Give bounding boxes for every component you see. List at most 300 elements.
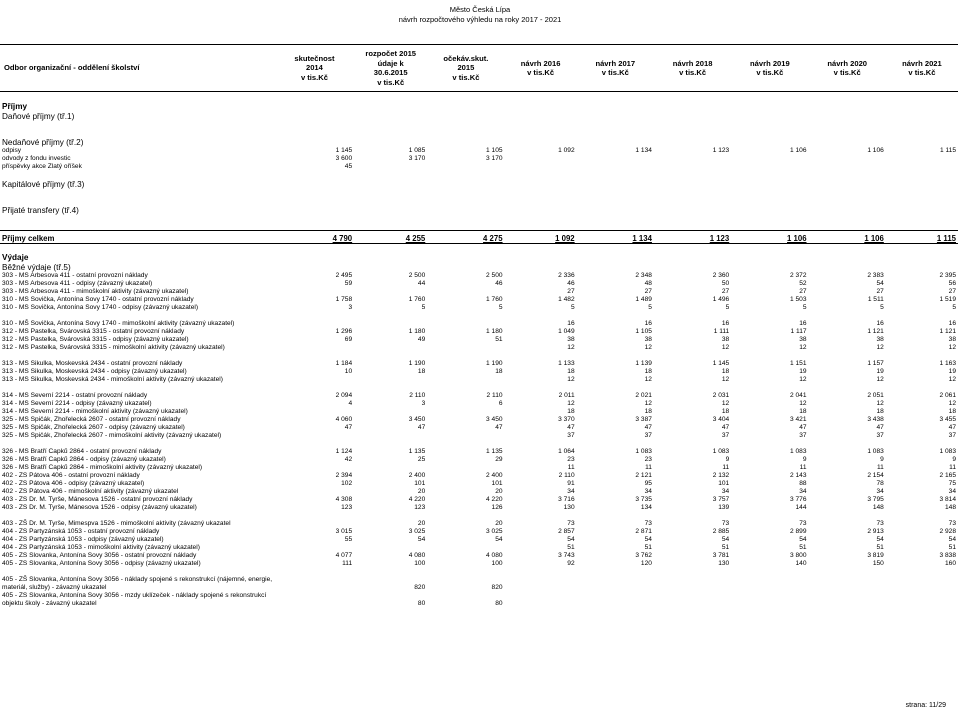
value-cell <box>505 592 577 608</box>
value-cell <box>427 262 504 272</box>
value-cell: 2 143 <box>790 471 807 479</box>
row-label <box>0 189 275 197</box>
table-row <box>0 464 958 472</box>
value-cell <box>731 155 808 163</box>
value-cell <box>275 92 354 100</box>
value-cell <box>427 440 504 448</box>
row-label <box>0 384 275 392</box>
row-label: 326 - MŠ Bratří Čapků 2864 - mimoškolní aktivity (závazný ukazatel) <box>2 463 203 471</box>
value-cell <box>427 121 504 129</box>
value-cell <box>275 344 354 352</box>
value-cell <box>809 163 886 171</box>
value-cell: 12 <box>644 343 652 351</box>
value-cell: 2 110 <box>486 391 503 399</box>
value-cell <box>275 488 354 496</box>
value-cell: 9 <box>952 455 956 463</box>
table-row <box>0 408 958 416</box>
value-cell <box>809 137 886 147</box>
value-cell <box>505 100 577 111</box>
value-cell <box>505 111 577 121</box>
value-cell <box>577 205 654 215</box>
section-row <box>0 100 958 111</box>
value-cell: 1 511 <box>867 295 884 303</box>
spacer-row <box>0 171 958 179</box>
value-cell <box>886 215 958 223</box>
value-cell: 5 <box>880 303 884 311</box>
value-cell <box>577 179 654 189</box>
value-cell: 54 <box>567 535 575 543</box>
value-cell: 2 031 <box>712 391 730 399</box>
value-cell: 54 <box>876 279 884 287</box>
value-cell <box>577 592 654 608</box>
value-cell: 2 051 <box>867 391 884 399</box>
value-cell: 12 <box>721 399 730 407</box>
value-cell <box>577 111 654 121</box>
value-cell: 18 <box>721 407 730 415</box>
value-cell: 3 387 <box>635 415 652 423</box>
value-cell: 34 <box>721 487 730 495</box>
table-row <box>0 272 958 280</box>
value-cell: 2 021 <box>635 391 652 399</box>
value-cell: 1 296 <box>335 327 353 335</box>
value-cell: 88 <box>799 479 807 487</box>
value-cell <box>275 252 354 262</box>
value-cell: 820 <box>491 583 503 591</box>
value-cell <box>427 464 504 472</box>
value-cell: 51 <box>948 543 956 551</box>
value-cell <box>809 352 886 360</box>
value-cell <box>427 163 504 171</box>
value-cell <box>731 137 808 147</box>
value-cell: 1 124 <box>335 447 353 455</box>
value-cell: 1 106 <box>867 146 884 154</box>
row-label: 325 - MŠ Špičák, Zhořelecká 2607 - mimoškolní aktivity (závazný ukazatel) <box>2 431 222 439</box>
spacer-row <box>0 215 958 223</box>
value-cell: 126 <box>491 503 503 511</box>
value-cell <box>809 155 886 163</box>
value-cell: 144 <box>795 503 807 511</box>
column-header: návrh 2016 v tis.Kč <box>505 45 577 92</box>
value-cell: 51 <box>799 543 807 551</box>
row-label: Přijaté transfery (tř.4) <box>2 205 79 215</box>
value-cell <box>731 163 808 171</box>
value-cell <box>275 197 354 205</box>
value-cell <box>505 205 577 215</box>
section-row <box>0 252 958 262</box>
value-cell: 1 115 <box>886 231 958 244</box>
value-cell <box>275 121 354 129</box>
value-cell <box>654 197 731 205</box>
value-cell <box>886 137 958 147</box>
spacer-row <box>0 189 958 197</box>
value-cell <box>354 544 427 552</box>
value-cell: 3 170 <box>408 154 426 162</box>
value-cell: 38 <box>876 335 884 343</box>
table-row <box>0 536 958 544</box>
value-cell: 2 400 <box>486 471 503 479</box>
value-cell: 20 <box>495 519 503 527</box>
value-cell: 12 <box>644 399 652 407</box>
value-cell: 2 121 <box>635 471 652 479</box>
value-cell: 1 085 <box>408 146 426 154</box>
value-cell: 18 <box>799 407 807 415</box>
value-cell: 11 <box>949 463 956 471</box>
value-cell: 9 <box>725 455 730 463</box>
value-cell: 47 <box>495 423 503 431</box>
spacer-row <box>0 92 958 100</box>
value-cell <box>577 352 654 360</box>
value-cell: 3 025 <box>408 527 426 535</box>
value-cell: 1 106 <box>731 231 808 244</box>
value-cell: 3 015 <box>335 527 353 535</box>
value-cell: 2 372 <box>790 271 807 279</box>
value-cell <box>886 440 958 448</box>
row-label <box>0 92 275 100</box>
value-cell: 1 083 <box>790 447 807 455</box>
value-cell: 3 735 <box>635 495 652 503</box>
value-cell: 47 <box>876 423 884 431</box>
value-cell: 12 <box>567 343 575 351</box>
value-cell: 1 083 <box>867 447 884 455</box>
value-cell: 38 <box>721 335 730 343</box>
value-cell <box>577 163 654 171</box>
value-cell: 95 <box>644 479 652 487</box>
row-label: 314 - MŠ Severní 2214 - mimoškolní aktivity (závazný ukazatel) <box>2 407 188 415</box>
value-cell <box>809 111 886 121</box>
value-cell: 1 180 <box>408 327 426 335</box>
value-cell <box>886 262 958 272</box>
value-cell: 3 450 <box>408 415 426 423</box>
row-label <box>0 223 275 231</box>
value-cell: 92 <box>567 559 575 567</box>
value-cell <box>275 592 354 608</box>
section-row <box>0 137 958 147</box>
value-cell <box>654 384 731 392</box>
value-cell: 12 <box>799 399 807 407</box>
table-row <box>0 400 958 408</box>
value-cell: 19 <box>948 367 956 375</box>
value-cell <box>809 129 886 137</box>
value-cell: 1 105 <box>486 146 503 154</box>
row-label: Daňové příjmy (tř.1) <box>2 111 75 121</box>
value-cell <box>809 92 886 100</box>
table-row <box>0 376 958 384</box>
table-row <box>0 304 958 312</box>
value-cell <box>731 223 808 231</box>
value-cell: 123 <box>341 503 353 511</box>
value-cell: 16 <box>948 319 956 327</box>
value-cell: 1 519 <box>939 295 956 303</box>
table-row <box>0 280 958 288</box>
value-cell <box>427 215 504 223</box>
value-cell: 2 383 <box>867 271 884 279</box>
value-cell <box>354 121 427 129</box>
value-cell <box>427 137 504 147</box>
value-cell: 54 <box>495 535 503 543</box>
value-cell: 2 348 <box>635 271 652 279</box>
value-cell: 78 <box>876 479 884 487</box>
value-cell <box>505 197 577 205</box>
table-body <box>0 92 958 608</box>
value-cell <box>275 215 354 223</box>
value-cell: 54 <box>948 535 956 543</box>
row-label: 313 - MŠ Šikulka, Moskevská 2434 - mimoškolní aktivity (závazný ukazatel) <box>2 375 223 383</box>
value-cell: 27 <box>948 287 956 295</box>
value-cell: 37 <box>948 431 956 439</box>
value-cell <box>427 252 504 262</box>
value-cell <box>886 111 958 121</box>
value-cell: 1 758 <box>335 295 353 303</box>
value-cell: 3 600 <box>335 154 353 162</box>
row-label: 403 - ZŠ Dr. M. Tyrše, Mánesova 1526 - ostatní provozní náklady <box>2 495 193 503</box>
value-cell: 11 <box>722 463 730 471</box>
value-cell: 18 <box>417 367 426 375</box>
value-cell <box>731 129 808 137</box>
value-cell <box>505 262 577 272</box>
value-cell: 3 781 <box>712 551 730 559</box>
value-cell: 5 <box>952 303 956 311</box>
value-cell: 102 <box>341 479 353 487</box>
value-cell <box>731 121 808 129</box>
value-cell: 27 <box>567 287 575 295</box>
row-label <box>0 129 275 137</box>
value-cell <box>427 244 504 252</box>
value-cell: 1 134 <box>577 231 654 244</box>
row-label: 314 - MŠ Severní 2214 - odpisy (závazný ukazatel) <box>2 399 152 407</box>
value-cell: 130 <box>718 559 730 567</box>
value-cell: 9 <box>880 455 884 463</box>
spacer-row <box>0 197 958 205</box>
value-cell <box>809 100 886 111</box>
value-cell: 54 <box>799 535 807 543</box>
value-cell: 18 <box>567 407 575 415</box>
value-cell: 1 184 <box>335 359 353 367</box>
value-cell: 2 154 <box>867 471 884 479</box>
value-cell <box>427 92 504 100</box>
table-row <box>0 592 958 608</box>
column-header: rozpočet 2015 údaje k 30.6.2015 v tis.Kč <box>354 45 427 92</box>
value-cell <box>354 189 427 197</box>
value-cell: 1 482 <box>558 295 575 303</box>
value-cell: 4 275 <box>427 231 504 244</box>
value-cell <box>275 288 354 296</box>
row-label: 402 - ZŠ Pátova 406 - ostatní provozní náklady <box>2 471 140 479</box>
value-cell: 1 135 <box>486 447 503 455</box>
value-cell <box>427 100 504 111</box>
row-label: 403 - ZŠ Dr. M. Tyrše, Mánesova 1526 - odpisy (závazný ukazatel) <box>2 503 197 511</box>
value-cell: 1 503 <box>790 295 807 303</box>
value-cell: 1 121 <box>867 327 884 335</box>
column-header: návrh 2019 v tis.Kč <box>731 45 808 92</box>
value-cell <box>427 129 504 137</box>
value-cell <box>809 171 886 179</box>
column-header: Odbor organizační - oddělení školství <box>0 45 275 92</box>
value-cell <box>275 464 354 472</box>
row-label <box>0 352 275 360</box>
value-cell: 1 134 <box>635 146 652 154</box>
value-cell <box>275 129 354 137</box>
value-cell <box>731 384 808 392</box>
value-cell: 47 <box>567 423 575 431</box>
value-cell <box>275 376 354 384</box>
value-cell <box>886 92 958 100</box>
value-cell: 4 080 <box>486 551 503 559</box>
value-cell <box>427 408 504 416</box>
value-cell: 27 <box>876 287 884 295</box>
value-cell <box>427 111 504 121</box>
table-row <box>0 344 958 352</box>
value-cell <box>505 129 577 137</box>
value-cell: 12 <box>567 375 575 383</box>
value-cell <box>886 163 958 171</box>
value-cell <box>354 440 427 448</box>
value-cell: 12 <box>948 399 956 407</box>
value-cell: 5 <box>570 303 575 311</box>
value-cell: 1 106 <box>790 146 807 154</box>
value-cell: 3 438 <box>867 415 884 423</box>
value-cell: 75 <box>948 479 956 487</box>
row-label: Kapitálové příjmy (tř.3) <box>2 179 85 189</box>
value-cell: 73 <box>876 519 884 527</box>
value-cell <box>505 121 577 129</box>
row-label <box>0 121 275 129</box>
value-cell: 11 <box>799 463 807 471</box>
value-cell <box>275 440 354 448</box>
value-cell: 1 135 <box>408 447 426 455</box>
value-cell: 54 <box>417 535 426 543</box>
page-number: strana: 11/29 <box>905 702 946 709</box>
value-cell: 2 928 <box>939 527 956 535</box>
value-cell: 51 <box>567 543 575 551</box>
table-row <box>0 432 958 440</box>
row-label: 405 - ZŠ Slovanka, Antonína Sovy 3056 - odpisy (závazný ukazatel) <box>2 559 201 567</box>
value-cell: 73 <box>721 519 730 527</box>
row-label: 405 - ZŠ Slovanka, Antonína Sovy 3056 - mzdy uklízeček - náklady spojené s rekonstrukcí objektu školy - závazný ukazatel <box>2 591 267 607</box>
row-label: 312 - MŠ Pastelka, Svárovská 3315 - odpisy (závazný ukazatel) <box>2 335 189 343</box>
value-cell <box>505 384 577 392</box>
value-cell: 4 060 <box>335 415 353 423</box>
value-cell: 1 157 <box>867 359 884 367</box>
value-cell <box>886 179 958 189</box>
value-cell <box>654 111 731 121</box>
value-cell <box>886 352 958 360</box>
value-cell <box>577 215 654 223</box>
spacer-row <box>0 244 958 252</box>
value-cell: 34 <box>799 487 807 495</box>
value-cell: 18 <box>567 367 575 375</box>
value-cell: 3 025 <box>486 527 503 535</box>
value-cell: 100 <box>491 559 503 567</box>
row-label <box>0 440 275 448</box>
value-cell <box>505 440 577 448</box>
value-cell: 50 <box>721 279 730 287</box>
value-cell: 5 <box>802 303 807 311</box>
value-cell: 18 <box>721 367 730 375</box>
value-cell <box>427 384 504 392</box>
value-cell <box>886 592 958 608</box>
row-label: 404 - ZŠ Partyzánská 1053 - ostatní provozní náklady <box>2 527 160 535</box>
table-row <box>0 312 958 328</box>
value-cell: 3 450 <box>486 415 503 423</box>
value-cell: 150 <box>872 559 884 567</box>
value-cell <box>731 215 808 223</box>
value-cell <box>427 432 504 440</box>
value-cell: 54 <box>721 535 730 543</box>
value-cell: 5 <box>648 303 652 311</box>
table-row <box>0 424 958 432</box>
value-cell: 1 092 <box>558 146 575 154</box>
value-cell: 2 495 <box>335 271 353 279</box>
value-cell <box>731 262 808 272</box>
value-cell: 1 190 <box>408 359 426 367</box>
value-cell <box>577 92 654 100</box>
value-cell: 1 064 <box>558 447 575 455</box>
row-label: Běžné výdaje (tř.5) <box>2 262 71 272</box>
value-cell <box>654 252 731 262</box>
value-cell <box>275 111 354 121</box>
budget-table <box>0 44 958 608</box>
value-cell: 20 <box>417 519 426 527</box>
value-cell <box>505 171 577 179</box>
value-cell: 1 145 <box>335 146 353 154</box>
value-cell: 47 <box>721 423 730 431</box>
value-cell: 16 <box>721 319 730 327</box>
value-cell: 3 421 <box>790 415 807 423</box>
value-cell: 1 760 <box>408 295 426 303</box>
value-cell: 2 094 <box>335 391 353 399</box>
value-cell <box>354 223 427 231</box>
row-label: 310 - MŠ Sovička, Antonína Sovy 1740 - ostatní provozní náklady <box>2 295 194 303</box>
value-cell <box>427 344 504 352</box>
value-cell: 38 <box>567 335 575 343</box>
value-cell: 1 760 <box>486 295 503 303</box>
value-cell: 130 <box>563 503 575 511</box>
value-cell: 11 <box>876 463 884 471</box>
value-cell <box>354 464 427 472</box>
value-cell <box>505 352 577 360</box>
row-label: 312 - MŠ Pastelka, Svárovská 3315 - mimoškolní aktivity (závazný ukazatel) <box>2 343 225 351</box>
value-cell <box>886 121 958 129</box>
row-label: Příjmy celkem <box>0 231 275 244</box>
value-cell <box>275 179 354 189</box>
page-subtitle: návrh rozpočtového výhledu na roky 2017 - 2021 <box>398 15 562 24</box>
value-cell: 820 <box>414 583 426 591</box>
value-cell: 1 163 <box>939 359 956 367</box>
value-cell <box>427 171 504 179</box>
value-cell: 3 455 <box>939 415 956 423</box>
value-cell: 2 871 <box>635 527 652 535</box>
value-cell <box>577 129 654 137</box>
value-cell <box>354 163 427 171</box>
value-cell: 10 <box>344 367 353 375</box>
table-row <box>0 528 958 536</box>
value-cell <box>577 384 654 392</box>
spacer-row <box>0 223 958 231</box>
value-cell: 3 800 <box>790 551 807 559</box>
value-cell <box>427 312 504 328</box>
table-row <box>0 163 958 171</box>
table-row <box>0 496 958 504</box>
table-row <box>0 448 958 456</box>
table-row <box>0 288 958 296</box>
column-header: návrh 2021 v tis.Kč <box>886 45 958 92</box>
value-cell <box>577 440 654 448</box>
value-cell: 1 123 <box>654 231 731 244</box>
section-row <box>0 179 958 189</box>
value-cell <box>354 92 427 100</box>
value-cell <box>505 155 577 163</box>
value-cell: 47 <box>417 423 426 431</box>
